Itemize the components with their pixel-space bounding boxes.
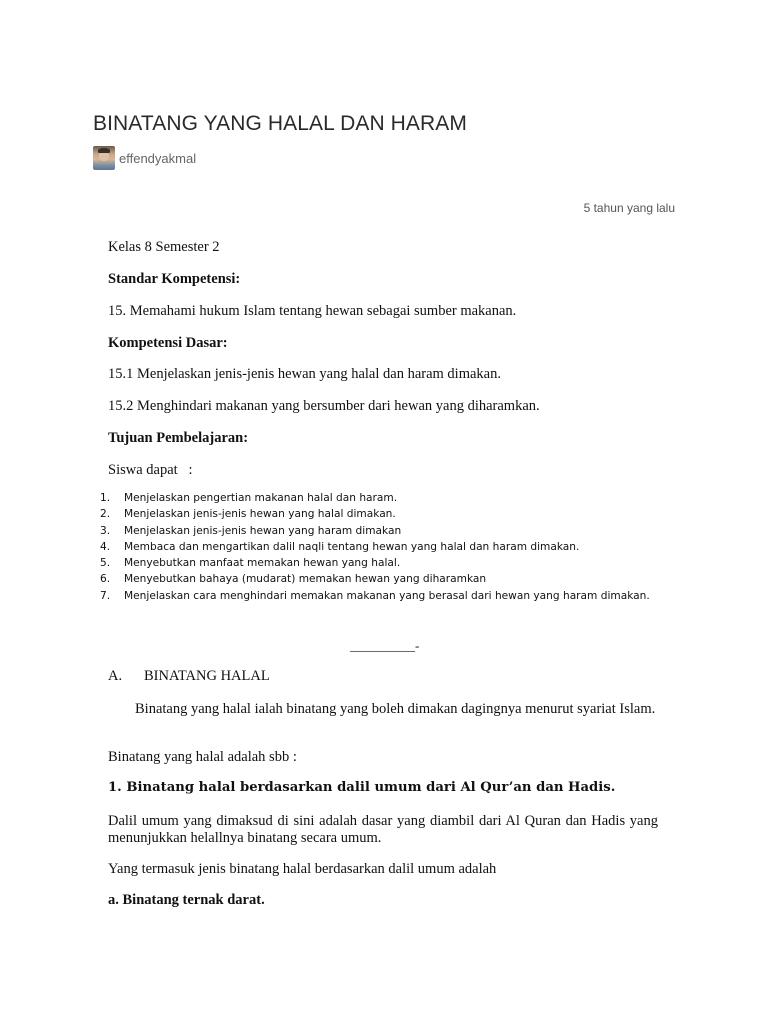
objective-number: 7. [100, 589, 111, 602]
objective-text: Menjelaskan pengertian makanan halal dan haram. [124, 492, 398, 504]
students-can-label: Siswa dapat : [108, 462, 193, 478]
included-paragraph: Yang termasuk jenis binatang halal berdasarkan dalil umum adalah [108, 861, 497, 877]
objectives-list [100, 490, 664, 604]
section-title: BINATANG HALAL [144, 668, 270, 684]
standard-text: 15. Memahami hukum Islam tentang hewan sebagai sumber makanan. [108, 303, 517, 319]
class-info: Kelas 8 Semester 2 [108, 239, 220, 255]
objective-item [100, 490, 664, 506]
author-avatar[interactable] [93, 146, 115, 170]
section-divider: __________- [350, 638, 420, 653]
objective-number: 2. [100, 508, 111, 521]
objective-text: Menyebutkan bahaya (mudarat) memakan hewan yang diharamkan [124, 573, 487, 586]
section-letter: A. [108, 668, 123, 684]
objective-item [100, 555, 664, 571]
basic-competency-item: 15.1 Menjelaskan jenis-jenis hewan yang halal dan haram dimakan. [108, 366, 501, 382]
objective-item [100, 506, 664, 522]
objective-text: Membaca dan mengartikan dalil naqli tentang hewan yang halal dan haram dimakan. [124, 540, 580, 553]
objective-item [100, 571, 664, 587]
objective-text: Menjelaskan jenis-jenis hewan yang halal dimakan. [124, 508, 396, 521]
objective-number: 5. [100, 557, 111, 570]
author-info[interactable] [93, 146, 196, 170]
objective-item [100, 588, 664, 604]
section-a-heading [108, 668, 270, 685]
subheading-ternak-darat: a. Binatang ternak darat. [108, 892, 265, 908]
standard-heading: Standar Kompetensi: [108, 271, 241, 287]
section-a-intro: Binatang yang halal ialah binatang yang boleh dimakan dagingnya menurut syariat Islam. [135, 701, 656, 717]
objective-text: Menyebutkan manfaat memakan hewan yang halal. [124, 557, 401, 570]
author-name[interactable]: effendyakmal [119, 150, 197, 166]
objective-text: Menjelaskan cara menghindari memakan makanan yang berasal dari hewan yang haram dimakan. [124, 589, 650, 602]
basic-competency-item: 15.2 Menghindari makanan yang bersumber dari hewan yang diharamkan. [108, 398, 540, 414]
post-timestamp: 5 tahun yang lalu [583, 201, 675, 215]
dalil-paragraph: Dalil umum yang dimaksud di sini adalah dasar yang diambil dari Al Quran dan Hadis yang menunjukkan helallnya binatang secara umum. [108, 813, 658, 846]
subheading-dalil-umum: 1. Binatang halal berdasarkan dalil umum dari Al Qur’an dan Hadis. [108, 780, 616, 795]
basic-competency-heading: Kompetensi Dasar: [108, 335, 228, 351]
learning-goals-heading: Tujuan Pembelajaran: [108, 430, 249, 446]
objective-number: 6. [100, 573, 111, 586]
objective-number: 1. [100, 492, 111, 504]
objective-item [100, 539, 664, 555]
objective-number: 4. [100, 540, 111, 553]
objective-text: Menjelaskan jenis-jenis hewan yang haram dimakan [124, 524, 402, 537]
halal-list-intro: Binatang yang halal adalah sbb : [108, 749, 297, 765]
document-title: BINATANG YANG HALAL DAN HARAM [93, 112, 467, 135]
objective-item [100, 523, 664, 539]
objective-number: 3. [100, 524, 111, 537]
